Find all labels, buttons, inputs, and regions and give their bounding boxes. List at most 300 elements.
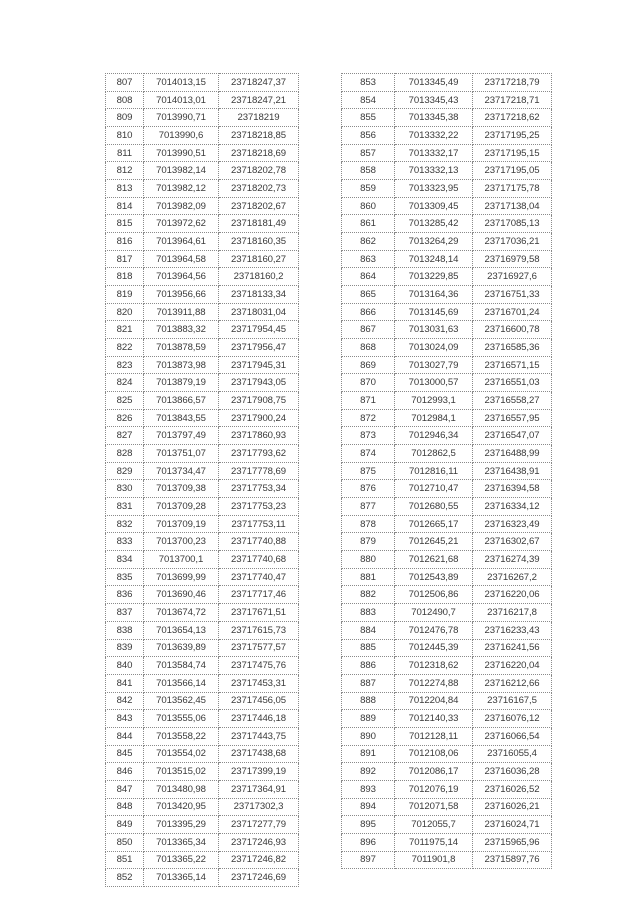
x-coordinate-cell: 7013639,89: [144, 639, 219, 657]
table-row: [106, 798, 299, 816]
x-coordinate-cell: 7011901,8: [395, 851, 473, 869]
x-coordinate-cell: 7012645,21: [395, 533, 473, 551]
table-row: [106, 286, 299, 304]
x-coordinate-cell: 7012274,88: [395, 674, 473, 692]
x-coordinate-cell: 7012086,17: [395, 763, 473, 781]
x-coordinate-cell: 7013734,47: [144, 462, 219, 480]
x-coordinate-cell: 7013345,49: [395, 74, 473, 92]
y-coordinate-cell: 23717399,19: [219, 763, 299, 781]
x-coordinate-cell: 7013751,07: [144, 445, 219, 463]
table-row: [342, 427, 552, 445]
y-coordinate-cell: 23717443,75: [219, 727, 299, 745]
point-number-cell: 887: [342, 674, 395, 692]
table-row: [342, 339, 552, 357]
coordinates-table-left: [105, 73, 299, 887]
point-number-cell: 809: [106, 109, 144, 127]
y-coordinate-cell: 23718218,69: [219, 144, 299, 162]
y-coordinate-cell: 23717956,47: [219, 339, 299, 357]
y-coordinate-cell: 23716024,71: [473, 816, 552, 834]
x-coordinate-cell: 7012621,68: [395, 551, 473, 569]
point-number-cell: 840: [106, 657, 144, 675]
table-row: [342, 233, 552, 251]
point-number-cell: 890: [342, 727, 395, 745]
y-coordinate-cell: 23717615,73: [219, 621, 299, 639]
y-coordinate-cell: 23718247,21: [219, 91, 299, 109]
table-row: [106, 250, 299, 268]
x-coordinate-cell: 7013797,49: [144, 427, 219, 445]
x-coordinate-cell: 7013285,42: [395, 215, 473, 233]
y-coordinate-cell: 23716274,39: [473, 551, 552, 569]
table-row: [342, 851, 552, 869]
point-number-cell: 867: [342, 321, 395, 339]
y-coordinate-cell: 23717195,15: [473, 144, 552, 162]
y-coordinate-cell: 23715897,76: [473, 851, 552, 869]
point-number-cell: 842: [106, 692, 144, 710]
x-coordinate-cell: 7012204,84: [395, 692, 473, 710]
y-coordinate-cell: 23718160,27: [219, 250, 299, 268]
point-number-cell: 891: [342, 745, 395, 763]
point-number-cell: 816: [106, 233, 144, 251]
y-coordinate-cell: 23716751,33: [473, 286, 552, 304]
x-coordinate-cell: 7013654,13: [144, 621, 219, 639]
x-coordinate-cell: 7013365,14: [144, 869, 219, 887]
x-coordinate-cell: 7012071,58: [395, 798, 473, 816]
table-row: [106, 816, 299, 834]
coordinates-table-right: [341, 73, 552, 869]
x-coordinate-cell: 7013700,1: [144, 551, 219, 569]
y-coordinate-cell: 23717246,69: [219, 869, 299, 887]
table-row: [106, 303, 299, 321]
point-number-cell: 866: [342, 303, 395, 321]
point-number-cell: 826: [106, 409, 144, 427]
point-number-cell: 878: [342, 515, 395, 533]
x-coordinate-cell: 7013972,62: [144, 215, 219, 233]
y-coordinate-cell: 23716167,5: [473, 692, 552, 710]
x-coordinate-cell: 7013515,02: [144, 763, 219, 781]
y-coordinate-cell: 23717036,21: [473, 233, 552, 251]
y-coordinate-cell: 23717364,91: [219, 780, 299, 798]
point-number-cell: 850: [106, 833, 144, 851]
x-coordinate-cell: 7013982,09: [144, 197, 219, 215]
y-coordinate-cell: 23718202,78: [219, 162, 299, 180]
table-row: [106, 127, 299, 145]
x-coordinate-cell: 7013990,51: [144, 144, 219, 162]
table-row: [106, 498, 299, 516]
x-coordinate-cell: 7013332,17: [395, 144, 473, 162]
table-row: [342, 692, 552, 710]
x-coordinate-cell: 7013323,95: [395, 180, 473, 198]
point-number-cell: 894: [342, 798, 395, 816]
y-coordinate-cell: 23716557,95: [473, 409, 552, 427]
x-coordinate-cell: 7013873,98: [144, 356, 219, 374]
table-row: [106, 409, 299, 427]
y-coordinate-cell: 23717943,05: [219, 374, 299, 392]
point-number-cell: 860: [342, 197, 395, 215]
table-row: [106, 851, 299, 869]
x-coordinate-cell: 7013031,63: [395, 321, 473, 339]
x-coordinate-cell: 7013332,22: [395, 127, 473, 145]
table-row: [342, 498, 552, 516]
table-row: [106, 321, 299, 339]
point-number-cell: 838: [106, 621, 144, 639]
point-number-cell: 852: [106, 869, 144, 887]
y-coordinate-cell: 23717195,05: [473, 162, 552, 180]
point-number-cell: 854: [342, 91, 395, 109]
point-number-cell: 859: [342, 180, 395, 198]
x-coordinate-cell: 7013027,79: [395, 356, 473, 374]
table-row: [342, 780, 552, 798]
y-coordinate-cell: 23716571,15: [473, 356, 552, 374]
y-coordinate-cell: 23718133,34: [219, 286, 299, 304]
point-number-cell: 870: [342, 374, 395, 392]
x-coordinate-cell: 7013566,14: [144, 674, 219, 692]
y-coordinate-cell: 23717475,76: [219, 657, 299, 675]
y-coordinate-cell: 23717218,71: [473, 91, 552, 109]
y-coordinate-cell: 23717195,25: [473, 127, 552, 145]
table-row: [106, 586, 299, 604]
x-coordinate-cell: 7012490,7: [395, 604, 473, 622]
x-coordinate-cell: 7013964,56: [144, 268, 219, 286]
point-number-cell: 871: [342, 392, 395, 410]
point-number-cell: 839: [106, 639, 144, 657]
point-number-cell: 822: [106, 339, 144, 357]
table-row: [342, 127, 552, 145]
table-row: [342, 74, 552, 92]
point-number-cell: 817: [106, 250, 144, 268]
x-coordinate-cell: 7012318,62: [395, 657, 473, 675]
point-number-cell: 819: [106, 286, 144, 304]
x-coordinate-cell: 7013956,66: [144, 286, 219, 304]
point-number-cell: 836: [106, 586, 144, 604]
x-coordinate-cell: 7012984,1: [395, 409, 473, 427]
x-coordinate-cell: 7013911,88: [144, 303, 219, 321]
y-coordinate-cell: 23716551,03: [473, 374, 552, 392]
y-coordinate-cell: 23717900,24: [219, 409, 299, 427]
point-number-cell: 813: [106, 180, 144, 198]
point-number-cell: 828: [106, 445, 144, 463]
table-row: [342, 109, 552, 127]
y-coordinate-cell: 23718031,04: [219, 303, 299, 321]
y-coordinate-cell: 23718219: [219, 109, 299, 127]
point-number-cell: 874: [342, 445, 395, 463]
x-coordinate-cell: 7013879,19: [144, 374, 219, 392]
y-coordinate-cell: 23717446,18: [219, 710, 299, 728]
table-row: [342, 674, 552, 692]
table-row: [342, 445, 552, 463]
point-number-cell: 857: [342, 144, 395, 162]
y-coordinate-cell: 23717218,62: [473, 109, 552, 127]
table-row: [342, 798, 552, 816]
table-row: [342, 392, 552, 410]
x-coordinate-cell: 7012128,11: [395, 727, 473, 745]
x-coordinate-cell: 7012506,86: [395, 586, 473, 604]
y-coordinate-cell: 23717302,3: [219, 798, 299, 816]
point-number-cell: 830: [106, 480, 144, 498]
point-number-cell: 825: [106, 392, 144, 410]
point-number-cell: 873: [342, 427, 395, 445]
y-coordinate-cell: 23718218,85: [219, 127, 299, 145]
point-number-cell: 892: [342, 763, 395, 781]
x-coordinate-cell: 7013709,28: [144, 498, 219, 516]
x-coordinate-cell: 7013866,57: [144, 392, 219, 410]
point-number-cell: 841: [106, 674, 144, 692]
point-number-cell: 897: [342, 851, 395, 869]
table-row: [106, 833, 299, 851]
table-row: [106, 763, 299, 781]
point-number-cell: 889: [342, 710, 395, 728]
y-coordinate-cell: 23717218,79: [473, 74, 552, 92]
y-coordinate-cell: 23718247,37: [219, 74, 299, 92]
point-number-cell: 808: [106, 91, 144, 109]
x-coordinate-cell: 7012140,33: [395, 710, 473, 728]
y-coordinate-cell: 23717954,45: [219, 321, 299, 339]
y-coordinate-cell: 23716334,12: [473, 498, 552, 516]
x-coordinate-cell: 7013332,13: [395, 162, 473, 180]
x-coordinate-cell: 7013964,61: [144, 233, 219, 251]
table-row: [342, 303, 552, 321]
x-coordinate-cell: 7013558,22: [144, 727, 219, 745]
table-row: [106, 710, 299, 728]
table-row: [342, 250, 552, 268]
y-coordinate-cell: 23716212,66: [473, 674, 552, 692]
x-coordinate-cell: 7013878,59: [144, 339, 219, 357]
x-coordinate-cell: 7013164,36: [395, 286, 473, 304]
point-number-cell: 883: [342, 604, 395, 622]
table-row: [342, 551, 552, 569]
point-number-cell: 811: [106, 144, 144, 162]
y-coordinate-cell: 23717945,31: [219, 356, 299, 374]
table-row: [106, 515, 299, 533]
y-coordinate-cell: 23717740,68: [219, 551, 299, 569]
x-coordinate-cell: 7014013,15: [144, 74, 219, 92]
x-coordinate-cell: 7013584,74: [144, 657, 219, 675]
y-coordinate-cell: 23717778,69: [219, 462, 299, 480]
x-coordinate-cell: 7012543,89: [395, 568, 473, 586]
point-number-cell: 895: [342, 816, 395, 834]
table-row: [342, 356, 552, 374]
table-row: [106, 180, 299, 198]
table-row: [106, 215, 299, 233]
x-coordinate-cell: 7013990,6: [144, 127, 219, 145]
y-coordinate-cell: 23717908,75: [219, 392, 299, 410]
table-row: [342, 286, 552, 304]
table-row: [342, 710, 552, 728]
y-coordinate-cell: 23717085,13: [473, 215, 552, 233]
point-number-cell: 896: [342, 833, 395, 851]
table-row: [106, 462, 299, 480]
point-number-cell: 848: [106, 798, 144, 816]
point-number-cell: 845: [106, 745, 144, 763]
table-row: [106, 356, 299, 374]
table-row: [106, 621, 299, 639]
point-number-cell: 881: [342, 568, 395, 586]
y-coordinate-cell: 23718160,2: [219, 268, 299, 286]
table-row: [342, 374, 552, 392]
table-row: [106, 657, 299, 675]
x-coordinate-cell: 7013345,38: [395, 109, 473, 127]
x-coordinate-cell: 7012055,7: [395, 816, 473, 834]
y-coordinate-cell: 23717175,78: [473, 180, 552, 198]
table-row: [106, 692, 299, 710]
point-number-cell: 863: [342, 250, 395, 268]
table-row: [106, 480, 299, 498]
y-coordinate-cell: 23716026,21: [473, 798, 552, 816]
y-coordinate-cell: 23717456,05: [219, 692, 299, 710]
x-coordinate-cell: 7013145,69: [395, 303, 473, 321]
table-row: [342, 621, 552, 639]
x-coordinate-cell: 7013248,14: [395, 250, 473, 268]
point-number-cell: 856: [342, 127, 395, 145]
x-coordinate-cell: 7012816,11: [395, 462, 473, 480]
table-row: [106, 339, 299, 357]
table-row: [106, 674, 299, 692]
point-number-cell: 879: [342, 533, 395, 551]
y-coordinate-cell: 23716036,28: [473, 763, 552, 781]
x-coordinate-cell: 7013345,43: [395, 91, 473, 109]
point-number-cell: 833: [106, 533, 144, 551]
y-coordinate-cell: 23718202,67: [219, 197, 299, 215]
y-coordinate-cell: 23717753,11: [219, 515, 299, 533]
y-coordinate-cell: 23716585,36: [473, 339, 552, 357]
x-coordinate-cell: 7012680,55: [395, 498, 473, 516]
y-coordinate-cell: 23717740,47: [219, 568, 299, 586]
point-number-cell: 858: [342, 162, 395, 180]
x-coordinate-cell: 7013964,58: [144, 250, 219, 268]
table-row: [342, 763, 552, 781]
point-number-cell: 829: [106, 462, 144, 480]
point-number-cell: 862: [342, 233, 395, 251]
x-coordinate-cell: 7013982,12: [144, 180, 219, 198]
point-number-cell: 853: [342, 74, 395, 92]
x-coordinate-cell: 7013365,34: [144, 833, 219, 851]
x-coordinate-cell: 7013883,32: [144, 321, 219, 339]
x-coordinate-cell: 7012862,5: [395, 445, 473, 463]
x-coordinate-cell: 7012445,39: [395, 639, 473, 657]
y-coordinate-cell: 23716979,58: [473, 250, 552, 268]
x-coordinate-cell: 7013699,99: [144, 568, 219, 586]
x-coordinate-cell: 7013982,14: [144, 162, 219, 180]
y-coordinate-cell: 23716394,58: [473, 480, 552, 498]
y-coordinate-cell: 23717793,62: [219, 445, 299, 463]
table-row: [342, 144, 552, 162]
table-row: [106, 639, 299, 657]
point-number-cell: 851: [106, 851, 144, 869]
point-number-cell: 864: [342, 268, 395, 286]
y-coordinate-cell: 23717277,79: [219, 816, 299, 834]
table-row: [342, 816, 552, 834]
x-coordinate-cell: 7013365,22: [144, 851, 219, 869]
y-coordinate-cell: 23716241,56: [473, 639, 552, 657]
y-coordinate-cell: 23716267,2: [473, 568, 552, 586]
x-coordinate-cell: 7013674,72: [144, 604, 219, 622]
x-coordinate-cell: 7012946,34: [395, 427, 473, 445]
table-row: [106, 109, 299, 127]
y-coordinate-cell: 23716055,4: [473, 745, 552, 763]
y-coordinate-cell: 23716302,67: [473, 533, 552, 551]
y-coordinate-cell: 23716701,24: [473, 303, 552, 321]
y-coordinate-cell: 23716026,52: [473, 780, 552, 798]
y-coordinate-cell: 23717753,34: [219, 480, 299, 498]
point-number-cell: 849: [106, 816, 144, 834]
table-row: [106, 91, 299, 109]
point-number-cell: 888: [342, 692, 395, 710]
x-coordinate-cell: 7014013,01: [144, 91, 219, 109]
point-number-cell: 821: [106, 321, 144, 339]
table-row: [106, 568, 299, 586]
table-row: [342, 321, 552, 339]
x-coordinate-cell: 7013562,45: [144, 692, 219, 710]
x-coordinate-cell: 7012476,78: [395, 621, 473, 639]
x-coordinate-cell: 7013843,55: [144, 409, 219, 427]
x-coordinate-cell: 7013709,38: [144, 480, 219, 498]
point-number-cell: 831: [106, 498, 144, 516]
point-number-cell: 865: [342, 286, 395, 304]
x-coordinate-cell: 7012076,19: [395, 780, 473, 798]
y-coordinate-cell: 23717717,46: [219, 586, 299, 604]
point-number-cell: 868: [342, 339, 395, 357]
y-coordinate-cell: 23716600,78: [473, 321, 552, 339]
table-row: [106, 374, 299, 392]
y-coordinate-cell: 23718160,35: [219, 233, 299, 251]
y-coordinate-cell: 23717860,93: [219, 427, 299, 445]
table-row: [342, 215, 552, 233]
point-number-cell: 876: [342, 480, 395, 498]
x-coordinate-cell: 7013000,57: [395, 374, 473, 392]
x-coordinate-cell: 7012665,17: [395, 515, 473, 533]
point-number-cell: 846: [106, 763, 144, 781]
point-number-cell: 824: [106, 374, 144, 392]
point-number-cell: 834: [106, 551, 144, 569]
x-coordinate-cell: 7013480,98: [144, 780, 219, 798]
y-coordinate-cell: 23717753,23: [219, 498, 299, 516]
y-coordinate-cell: 23716076,12: [473, 710, 552, 728]
x-coordinate-cell: 7013555,06: [144, 710, 219, 728]
point-number-cell: 884: [342, 621, 395, 639]
table-row: [106, 144, 299, 162]
x-coordinate-cell: 7013309,45: [395, 197, 473, 215]
table-row: [106, 197, 299, 215]
x-coordinate-cell: 7012108,06: [395, 745, 473, 763]
y-coordinate-cell: 23716488,99: [473, 445, 552, 463]
table-row: [342, 515, 552, 533]
point-number-cell: 807: [106, 74, 144, 92]
table-row: [106, 869, 299, 887]
x-coordinate-cell: 7013700,23: [144, 533, 219, 551]
coordinates-table-body: [342, 74, 552, 869]
y-coordinate-cell: 23716220,06: [473, 586, 552, 604]
x-coordinate-cell: 7013709,19: [144, 515, 219, 533]
table-row: [342, 409, 552, 427]
point-number-cell: 882: [342, 586, 395, 604]
y-coordinate-cell: 23717138,04: [473, 197, 552, 215]
y-coordinate-cell: 23717577,57: [219, 639, 299, 657]
y-coordinate-cell: 23717246,93: [219, 833, 299, 851]
point-number-cell: 886: [342, 657, 395, 675]
table-row: [106, 74, 299, 92]
table-row: [342, 268, 552, 286]
x-coordinate-cell: 7013229,85: [395, 268, 473, 286]
y-coordinate-cell: 23716547,07: [473, 427, 552, 445]
point-number-cell: 855: [342, 109, 395, 127]
point-number-cell: 812: [106, 162, 144, 180]
point-number-cell: 815: [106, 215, 144, 233]
point-number-cell: 869: [342, 356, 395, 374]
table-row: [342, 586, 552, 604]
table-row: [342, 657, 552, 675]
point-number-cell: 872: [342, 409, 395, 427]
y-coordinate-cell: 23717438,68: [219, 745, 299, 763]
y-coordinate-cell: 23716438,91: [473, 462, 552, 480]
